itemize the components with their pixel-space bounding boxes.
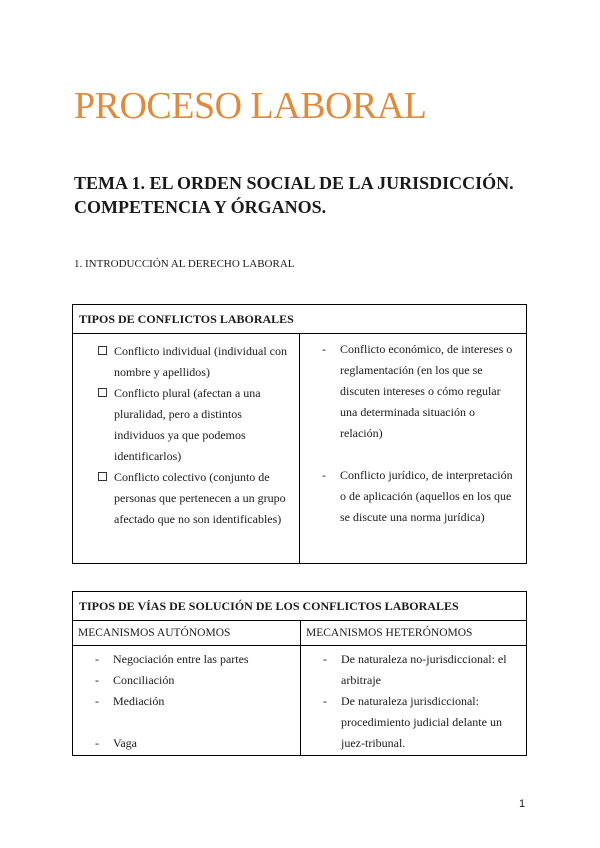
list-item: - Conflicto jurídico, de interpretación o de aplicación (aquellos en los que se discute una norma jurídica) (322, 468, 513, 524)
list-item: Conflicto plural (afectan a una pluralidad, pero a distintos individuos ya que podemos identificarlos) (73, 383, 299, 467)
checkbox-icon (98, 346, 107, 355)
list-item: - Conciliación (95, 673, 175, 687)
list-item: - Conflicto económico, de intereses o reglamentación (en los que se discuten intereses o cómo regular una determinada situación o relación) (322, 342, 513, 440)
list-item: Conflicto individual (individual con nombre y apellidos) (73, 341, 299, 383)
page-number: 1 (519, 798, 526, 810)
list-item: - Negociación entre las partes (95, 652, 249, 666)
list-item: - De naturaleza no-jurisdiccional: el arbitraje (323, 652, 507, 687)
conflict-types-header: TIPOS DE CONFLICTOS LABORALES (73, 305, 527, 334)
checkbox-icon (98, 388, 107, 397)
list-item: - De naturaleza jurisdiccional: procedimiento judicial delante un juez-tribunal. (323, 694, 502, 750)
conflict-right-cell (300, 334, 527, 564)
solution-types-table (72, 591, 527, 756)
checkbox-icon (98, 472, 107, 481)
section-heading: 1. INTRODUCCIÓN AL DERECHO LABORAL (74, 258, 295, 270)
topic-heading: TEMA 1. EL ORDEN SOCIAL DE LA JURISDICCIÓN. COMPETENCIA Y ÓRGANOS. (74, 173, 514, 217)
list-item: Conflicto colectivo (conjunto de personas que pertenecen a un grupo afectado que no son identificables) (73, 467, 299, 530)
autonomous-column-header: MECANISMOS AUTÓNOMOS (73, 621, 301, 646)
heteronomous-column-header: MECANISMOS HETERÓNOMOS (301, 621, 527, 646)
conflict-left-cell (73, 334, 300, 564)
autonomous-cell (73, 646, 301, 756)
conflict-types-table (72, 304, 527, 564)
heteronomous-cell (301, 646, 527, 756)
document-title: PROCESO LABORAL (74, 85, 427, 127)
list-item: - Mediación (95, 694, 165, 708)
solution-types-header: TIPOS DE VÍAS DE SOLUCIÓN DE LOS CONFLICTOS LABORALES (73, 592, 527, 621)
list-item: - Vaga (95, 736, 137, 750)
